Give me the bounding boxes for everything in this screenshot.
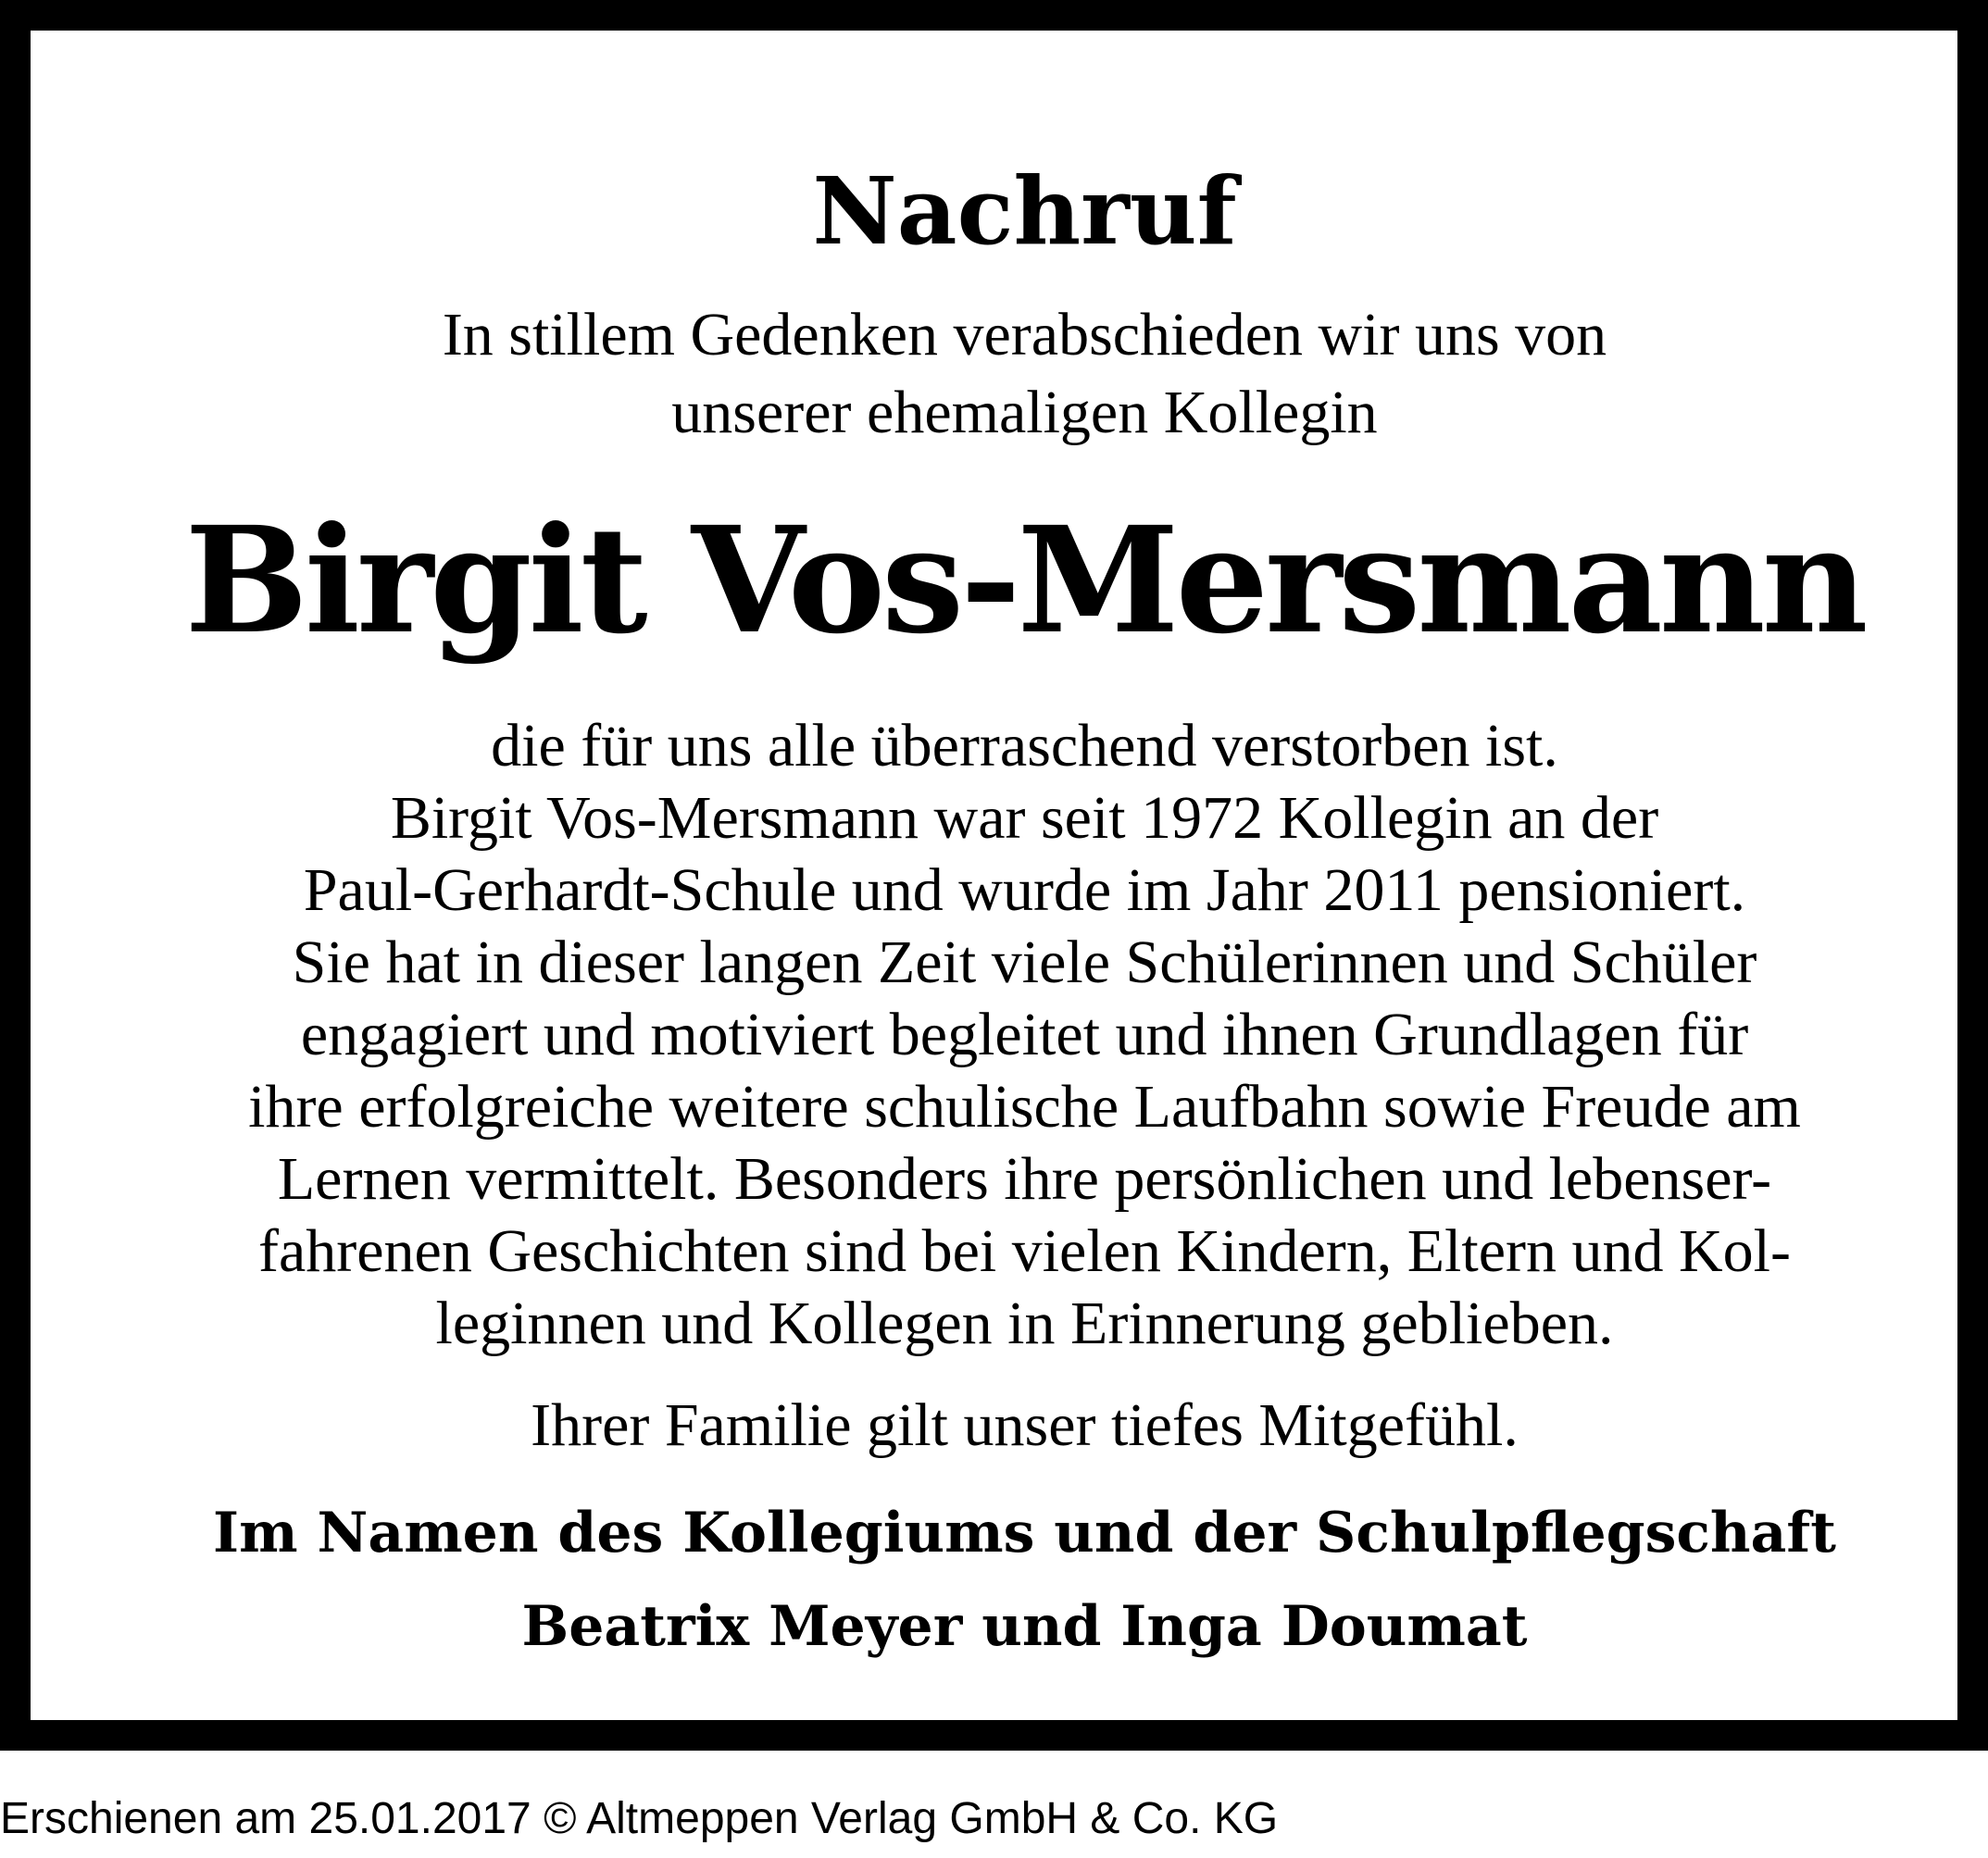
intro-line: unserer ehemaligen Kollegin: [671, 379, 1378, 446]
body-line: die für uns alle überraschend verstorben ist.: [491, 712, 1558, 779]
body-line: fahrenen Geschichten sind bei vielen Kindern, Eltern und Kol-: [258, 1217, 1791, 1285]
signature-names: Beatrix Meyer und Inga Doumat: [521, 1594, 1528, 1659]
body-line: engagiert und motiviert begleitet und ihnen Grundlagen für: [300, 1001, 1749, 1068]
signature-organization: Im Namen des Kollegiums und der Schulpflegschaft: [213, 1501, 1836, 1565]
body-line: leginnen und Kollegen in Erinnerung geblieben.: [435, 1290, 1614, 1357]
publication-footer: Erschienen am 25.01.2017 © Altmeppen Verlag GmbH & Co. KG: [0, 1794, 1279, 1843]
body-line: Lernen vermittelt. Besonders ihre persönlichen und lebenser-: [277, 1145, 1772, 1213]
body-line: Birgit Vos-Mersmann war seit 1972 Kollegin an der: [390, 784, 1659, 852]
body-line: Sie hat in dieser langen Zeit viele Schülerinnen und Schüler: [292, 929, 1757, 996]
deceased-name: Birgit Vos-Mersmann: [184, 495, 1865, 667]
condolence-line: Ihrer Familie gilt unser tiefes Mitgefühl.: [531, 1391, 1519, 1459]
body-line: Paul-Gerhardt-Schule und wurde im Jahr 2011 pensioniert.: [303, 856, 1746, 924]
notice-title: Nachruf: [812, 156, 1237, 266]
intro-line: In stillem Gedenken verabschieden wir uns von: [442, 301, 1607, 368]
body-line: ihre erfolgreiche weitere schulische Laufbahn sowie Freude am: [248, 1073, 1801, 1141]
